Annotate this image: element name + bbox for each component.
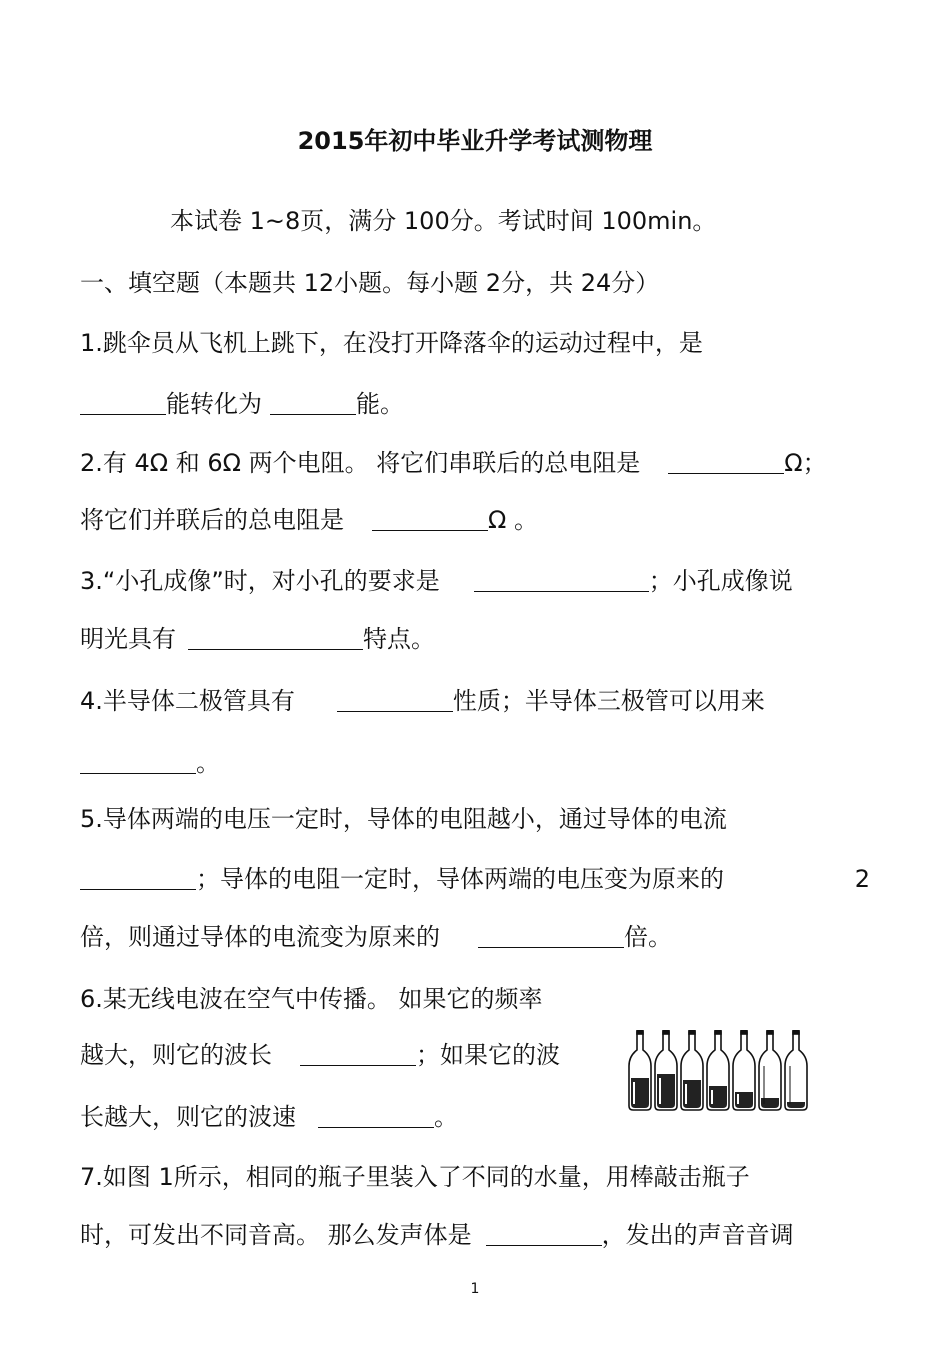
- question-3-text: 明光具有: [80, 625, 176, 653]
- answer-blank[interactable]: [80, 865, 196, 890]
- page-number: 1: [470, 1281, 480, 1297]
- bottle-3: [681, 1030, 703, 1110]
- section-heading: 一、填空题（本题共 12小题。每小题 2分，共 24分）: [80, 269, 660, 297]
- question-2-text: Ω；: [784, 449, 827, 477]
- answer-blank[interactable]: [668, 449, 784, 474]
- bottle-5: [733, 1030, 755, 1110]
- answer-blank[interactable]: [474, 567, 649, 592]
- question-1-line-2: [80, 389, 404, 419]
- question-6-text: 。: [434, 1103, 458, 1131]
- question-6-line-3: [80, 1102, 458, 1132]
- question-1-text: 能转化为: [166, 390, 262, 418]
- question-3-text: 特点。: [363, 625, 435, 653]
- question-2-text: 2.有 4Ω 和 6Ω 两个电阻。 将它们串联后的总电阻是: [80, 449, 641, 477]
- page-title: 2015年初中毕业升学考试测物理: [297, 127, 653, 155]
- question-5-line-2: [80, 864, 870, 894]
- question-2-line-2: [80, 505, 538, 535]
- question-2-text: Ω 。: [488, 506, 538, 534]
- question-3-line-2: [80, 624, 435, 654]
- question-5-text: 倍，则通过导体的电流变为原来的: [80, 923, 440, 951]
- question-5-text: ；导体的电阻一定时，导体两端的电压变为原来的: [196, 865, 724, 893]
- question-6-text: 越大，则它的波长: [80, 1041, 272, 1069]
- answer-blank[interactable]: [318, 1103, 434, 1128]
- question-5-number: 2: [854, 865, 870, 893]
- question-7-line-1: [80, 1162, 750, 1192]
- question-6-line-2: [80, 1040, 560, 1070]
- question-6-text: 长越大，则它的波速: [80, 1103, 296, 1131]
- question-6-text: 6.某无线电波在空气中传播。 如果它的频率: [80, 985, 543, 1013]
- answer-blank[interactable]: [188, 625, 363, 650]
- question-1-text: 1.跳伞员从飞机上跳下，在没打开降落伞的运动过程中，是: [80, 329, 703, 357]
- question-3-text: 3.“小孔成像”时，对小孔的要求是: [80, 567, 440, 595]
- question-4-line-2: [80, 748, 220, 778]
- question-7-text: 时，可发出不同音高。 那么发声体是: [80, 1221, 472, 1249]
- bottles-figure: [626, 1030, 810, 1112]
- question-1-text: 能。: [356, 390, 404, 418]
- question-1-line-1: [80, 328, 703, 358]
- answer-blank[interactable]: [337, 687, 453, 712]
- answer-blank[interactable]: [372, 506, 488, 531]
- answer-blank[interactable]: [80, 390, 166, 415]
- question-7-text: 7.如图 1所示，相同的瓶子里装入了不同的水量，用棒敲击瓶子: [80, 1163, 750, 1191]
- question-3-line-1: [80, 566, 793, 596]
- answer-blank[interactable]: [478, 923, 624, 948]
- bottle-4: [707, 1030, 729, 1110]
- question-4-line-1: [80, 686, 765, 716]
- question-6-text: ；如果它的波: [416, 1041, 560, 1069]
- question-2-line-1: [80, 448, 827, 478]
- question-7-line-2: [80, 1220, 794, 1250]
- answer-blank[interactable]: [300, 1041, 416, 1066]
- question-4-text: 。: [196, 749, 220, 777]
- question-2-text: 将它们并联后的总电阻是: [80, 506, 344, 534]
- question-7-text: ，发出的声音音调: [601, 1221, 794, 1249]
- bottle-1: [629, 1030, 651, 1110]
- question-4-text: 性质；半导体三极管可以用来: [452, 687, 765, 715]
- question-5-text: 5.导体两端的电压一定时，导体的电阻越小，通过导体的电流: [80, 805, 727, 833]
- bottle-6: [759, 1030, 781, 1110]
- bottle-2: [655, 1030, 677, 1110]
- question-5-line-1: [80, 804, 727, 834]
- question-3-text: ；小孔成像说: [648, 567, 793, 595]
- question-6-line-1: [80, 984, 543, 1014]
- question-4-text: 4.半导体二极管具有: [80, 687, 295, 715]
- answer-blank[interactable]: [80, 749, 196, 774]
- answer-blank[interactable]: [486, 1221, 602, 1246]
- exam-info: 本试卷 1~8页，满分 100分。考试时间 100min。: [170, 207, 717, 235]
- question-5-text: 倍。: [624, 923, 672, 951]
- bottle-7: [785, 1030, 807, 1110]
- answer-blank[interactable]: [270, 390, 356, 415]
- question-5-line-3: [80, 922, 672, 952]
